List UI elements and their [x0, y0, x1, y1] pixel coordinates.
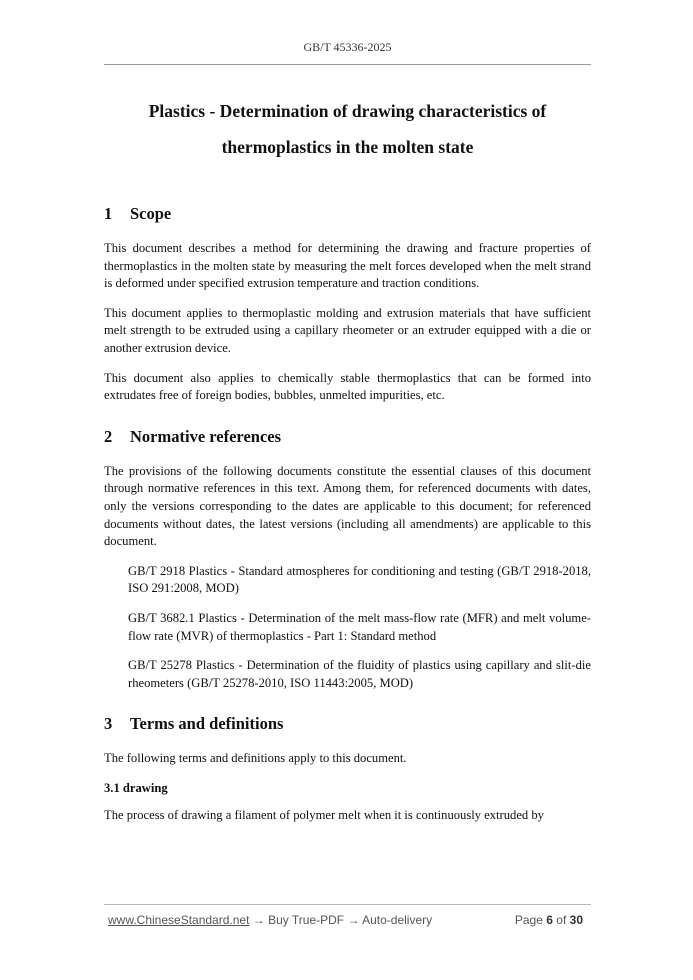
reference-item: GB/T 3682.1 Plastics - Determination of the melt mass-flow rate (MFR) and melt volume-flow rate (MVR) of thermoplastics - Part 1: Standard method — [128, 610, 591, 643]
section-title: Terms and definitions — [130, 714, 284, 734]
total-pages: 30 — [569, 913, 583, 927]
footer-promo — [108, 913, 432, 927]
scope-paragraph-2: This document applies to thermoplastic molding and extrusion materials that have sufficient melt strength to be extruded using a capillary rheometer or an extruder equipped with a die or another extrusion device. — [104, 305, 591, 355]
website-link[interactable]: www.ChineseStandard.net — [108, 913, 250, 927]
running-header: GB/T 45336-2025 — [303, 40, 392, 54]
term-definition: The process of drawing a filament of polymer melt when it is continuously extruded by — [104, 808, 544, 823]
page-label: Page — [514, 913, 543, 927]
document-title — [104, 93, 591, 165]
section-title: Normative references — [130, 426, 282, 446]
section-heading-normative-references — [104, 425, 591, 449]
terms-intro: The following terms and definitions apply to this document. — [104, 751, 407, 766]
section-heading-scope — [104, 202, 591, 226]
normative-intro: The provisions of the following documents constitute the essential clauses of this document through normative references in this text. Among them, for referenced documents with dates, only the versions corresponding to the dates are applicable to this document; for referenced documents without dates, the latest versions (including all amendments) are applicable to this document. — [104, 463, 591, 549]
section-number: 1 — [104, 204, 113, 223]
section-heading-terms — [104, 712, 591, 736]
scope-paragraph-3: This document also applies to chemically stable thermoplastics that can be formed into extrudates free of foreign bodies, bubbles, unmelted impurities, etc. — [104, 370, 591, 403]
document-body — [104, 202, 591, 837]
section-title: Scope — [130, 204, 172, 223]
page-number — [515, 913, 583, 927]
section-number: 2 — [104, 426, 113, 446]
current-page: 6 — [546, 913, 553, 927]
title-line-2: thermoplastics in the molten state — [221, 137, 474, 157]
scope-paragraph-1: This document describes a method for determining the drawing and fracture properties of thermoplastics in the molten state by measuring the melt forces developed when the melt strand is deformed under specified extrusion temperature and traction conditions. — [104, 241, 591, 291]
title-line-1: Plastics - Determination of drawing characteristics of — [148, 101, 547, 121]
page-footer — [104, 913, 591, 931]
section-number: 3 — [104, 714, 113, 734]
page-of: of — [556, 913, 567, 927]
header-divider — [104, 64, 591, 65]
reference-item: GB/T 2918 Plastics - Standard atmospheres for conditioning and testing (GB/T 2918-2018, ISO 291:2008, MOD) — [128, 563, 591, 596]
reference-item: GB/T 25278 Plastics - Determination of the fluidity of plastics using capillary and slit-die rheometers (GB/T 25278-2010, ISO 11443:2005, MOD) — [128, 658, 591, 690]
term-heading: 3.1 drawing — [104, 780, 168, 795]
footer-divider — [104, 904, 591, 905]
footer-promo-text: → Buy True-PDF → Auto-delivery — [249, 913, 433, 927]
